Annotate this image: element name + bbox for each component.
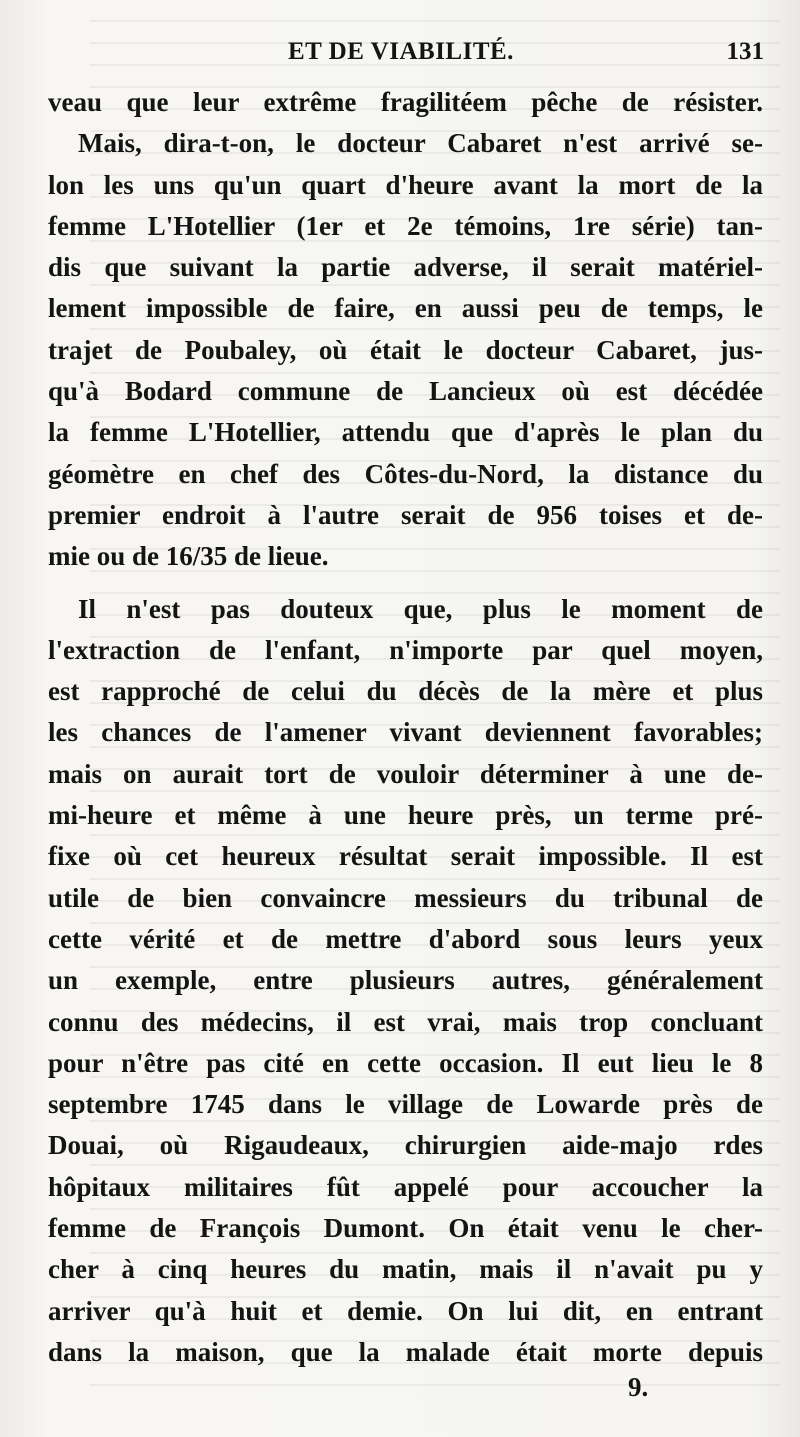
text-line: trajet de Poubaley, où était le docteur Cabaret, jus- bbox=[48, 334, 763, 365]
text-line: lon les uns qu'un quart d'heure avant la mort de la bbox=[48, 169, 763, 200]
text-line: veau que leur extrême fragilitéem pêche de résister. bbox=[48, 87, 763, 117]
page-header bbox=[48, 34, 768, 74]
body-text bbox=[48, 82, 763, 1373]
text-line: connu des médecins, il est vrai, mais trop concluant bbox=[48, 1006, 763, 1037]
text-line: utile de bien convaincre messieurs du tribunal de bbox=[48, 882, 763, 913]
signature-mark: 9. bbox=[628, 1372, 649, 1402]
text-line: qu'à Bodard commune de Lancieux où est décédée bbox=[48, 376, 763, 407]
text-line: fixe où cet heureux résultat serait impossible. Il est bbox=[48, 841, 763, 872]
text-line: dans la maison, que la malade était morte depuis bbox=[48, 1336, 763, 1367]
text-line: hôpitaux militaires fût appelé pour accoucher la bbox=[48, 1171, 763, 1202]
text-line: femme L'Hotellier (1er et 2e témoins, 1re série) tan- bbox=[48, 210, 763, 241]
text-line: Mais, dira-t-on, le docteur Cabaret n'est arrivé se- bbox=[78, 128, 763, 159]
text-line: premier endroit à l'autre serait de 956 toises et de- bbox=[48, 499, 763, 530]
text-line: dis que suivant la partie adverse, il serait matériel- bbox=[48, 252, 763, 283]
text-line: septembre 1745 dans le village de Lowarde près de bbox=[48, 1089, 763, 1120]
text-line: mais on aurait tort de vouloir déterminer à une de- bbox=[48, 758, 763, 789]
text-line: la femme L'Hotellier, attendu que d'après le plan du bbox=[48, 417, 763, 448]
text-line: mie ou de 16/35 de lieue. bbox=[48, 541, 329, 572]
text-line: cher à cinq heures du matin, mais il n'avait pu y bbox=[48, 1254, 763, 1285]
text-line: mi-heure et même à une heure près, un terme pré- bbox=[48, 800, 763, 831]
running-title: ET DE VIABILITÉ. bbox=[288, 38, 514, 65]
text-line: Douai, où Rigaudeaux, chirurgien aide-majo rdes bbox=[48, 1130, 763, 1161]
text-line: un exemple, entre plusieurs autres, généralement bbox=[48, 965, 763, 996]
text-line: pour n'être pas cité en cette occasion. Il eut lieu le 8 bbox=[48, 1047, 763, 1078]
text-line: femme de François Dumont. On était venu le cher- bbox=[48, 1213, 763, 1244]
text-line: géomètre en chef des Côtes-du-Nord, la distance du bbox=[48, 458, 763, 489]
page-number: 131 bbox=[726, 38, 764, 65]
text-line: l'extraction de l'enfant, n'importe par quel moyen, bbox=[48, 634, 763, 665]
text-line: cette vérité et de mettre d'abord sous leurs yeux bbox=[48, 923, 763, 954]
text-line: les chances de l'amener vivant deviennent favorables; bbox=[48, 717, 763, 748]
text-line: Il n'est pas douteux que, plus le moment de bbox=[78, 593, 763, 624]
text-line: arriver qu'à huit et demie. On lui dit, en entrant bbox=[48, 1295, 763, 1326]
text-line: lement impossible de faire, en aussi peu de temps, le bbox=[48, 293, 763, 324]
text-line: est rapproché de celui du décès de la mère et plus bbox=[48, 676, 763, 707]
